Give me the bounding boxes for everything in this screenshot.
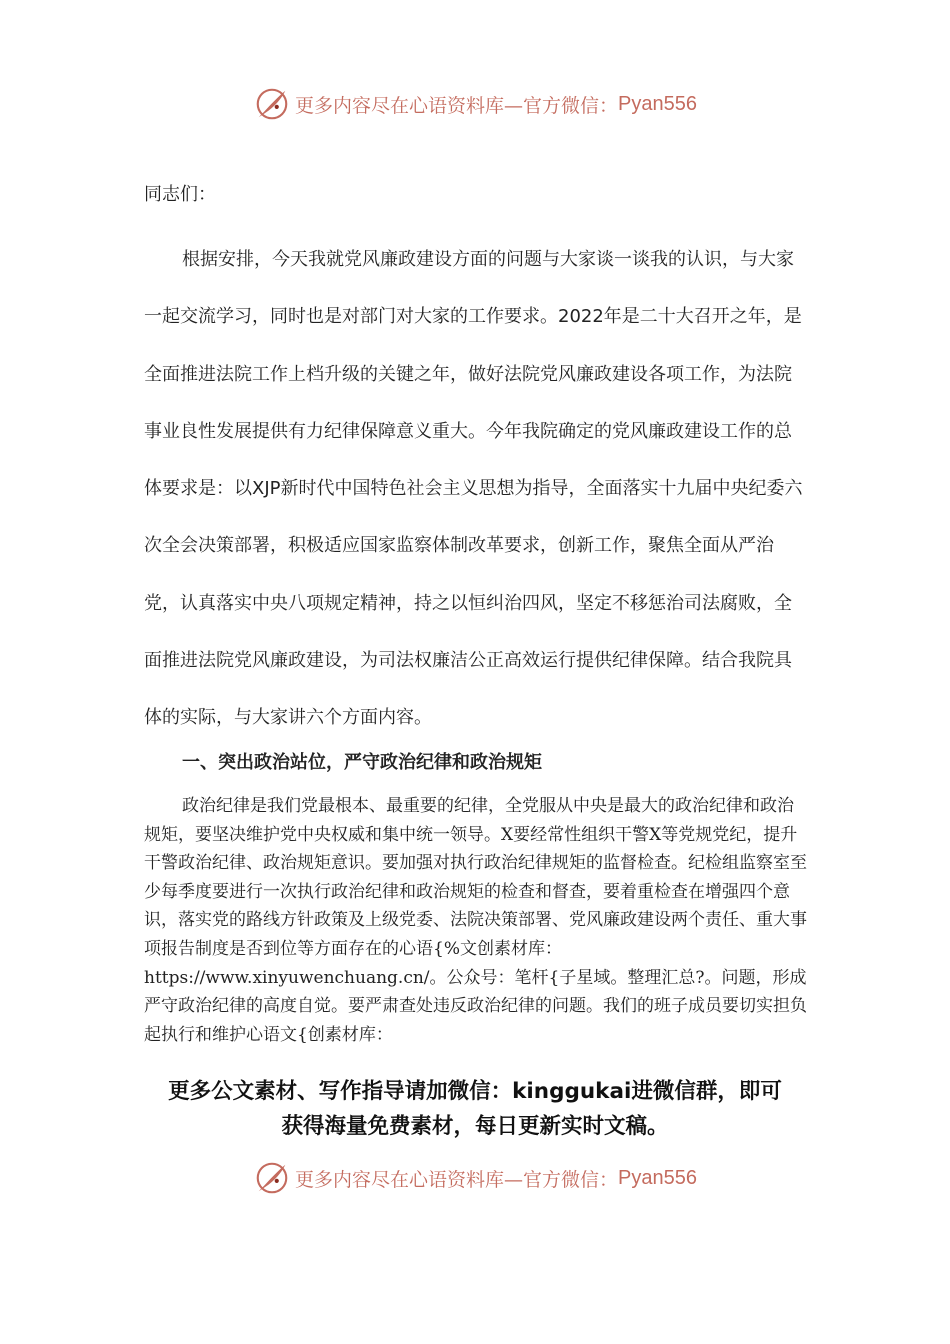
- promo-text: [130, 1074, 820, 1144]
- paragraph-political-discipline: 政治纪律是我们党最根本、最重要的纪律，全党服从中央是最大的政治纪律和政治规矩，要坚决维护党中央权威和集中统一领导。X要经常性组织干警X等党规党纪，提升干警政治纪律、政治规矩意识。要加强对执行政治纪律规矩的监督检查。纪检组监察室至少每季度要进行一次执行政治纪律和政治规矩的检查和督查，要着重检查在增强四个意识，落实党的路线方针政策及上级党委、法院决策部署、党风廉政建设两个责任、重大事项报告制度是否到位等方面存在的心语{%文创素材库：https://www.xinyuwenchuang.cn/。公众号：笔杆{子星域。整理汇总?。问题，形成严守政治纪律的高度自觉。要严肃查处违反政治纪律的问题。我们的班子成员要切实担负起执行和维护心语文{创素材库：: [144, 796, 807, 1045]
- section-heading-1: 一、突出政治站位，严守政治纪律和政治规矩: [182, 752, 542, 773]
- promo-line-2: 获得海量免费素材，每日更新实时文稿。: [281, 1114, 669, 1139]
- watermark-wechat-id: Pyan556: [618, 1166, 697, 1189]
- watermark-banner-bottom: [0, 1156, 950, 1200]
- paragraph-intro: 根据安排，今天我就党风廉政建设方面的问题与大家谈一谈我的认识，与大家一起交流学习，同时也是对部门对大家的工作要求。2022年是二十大召开之年，是全面推进法院工作上档升级的关键之年，做好法院党风廉政建设各项工作，为法院事业良性发展提供有力纪律保障意义重大。今年我院确定的党风廉政建设工作的总体要求是：以XJP新时代中国特色社会主义思想为指导，全面落实十九届中央纪委六次全会决策部署，积极适应国家监察体制改革要求，创新工作，聚焦全面从严治党，认真落实中央八项规定精神，持之以恒纠治四风，坚定不移惩治司法腐败，全面推进法院党风廉政建设，为司法权廉洁公正高效运行提供纪律保障。结合我院具体的实际，与大家讲六个方面内容。: [144, 249, 803, 729]
- greeting: 同志们：: [144, 184, 216, 205]
- quill-logo-icon: [253, 1159, 291, 1197]
- watermark-wechat-id: Pyan556: [618, 92, 697, 115]
- quill-logo-icon: [253, 85, 291, 123]
- promo-line-1: 更多公文素材、写作指导请加微信：kinggukai进微信群，即可: [168, 1079, 782, 1104]
- watermark-text: 更多内容尽在心语资料库—官方微信：: [295, 1168, 619, 1191]
- watermark-text: 更多内容尽在心语资料库—官方微信：: [295, 94, 619, 117]
- watermark-banner-top: [0, 82, 950, 126]
